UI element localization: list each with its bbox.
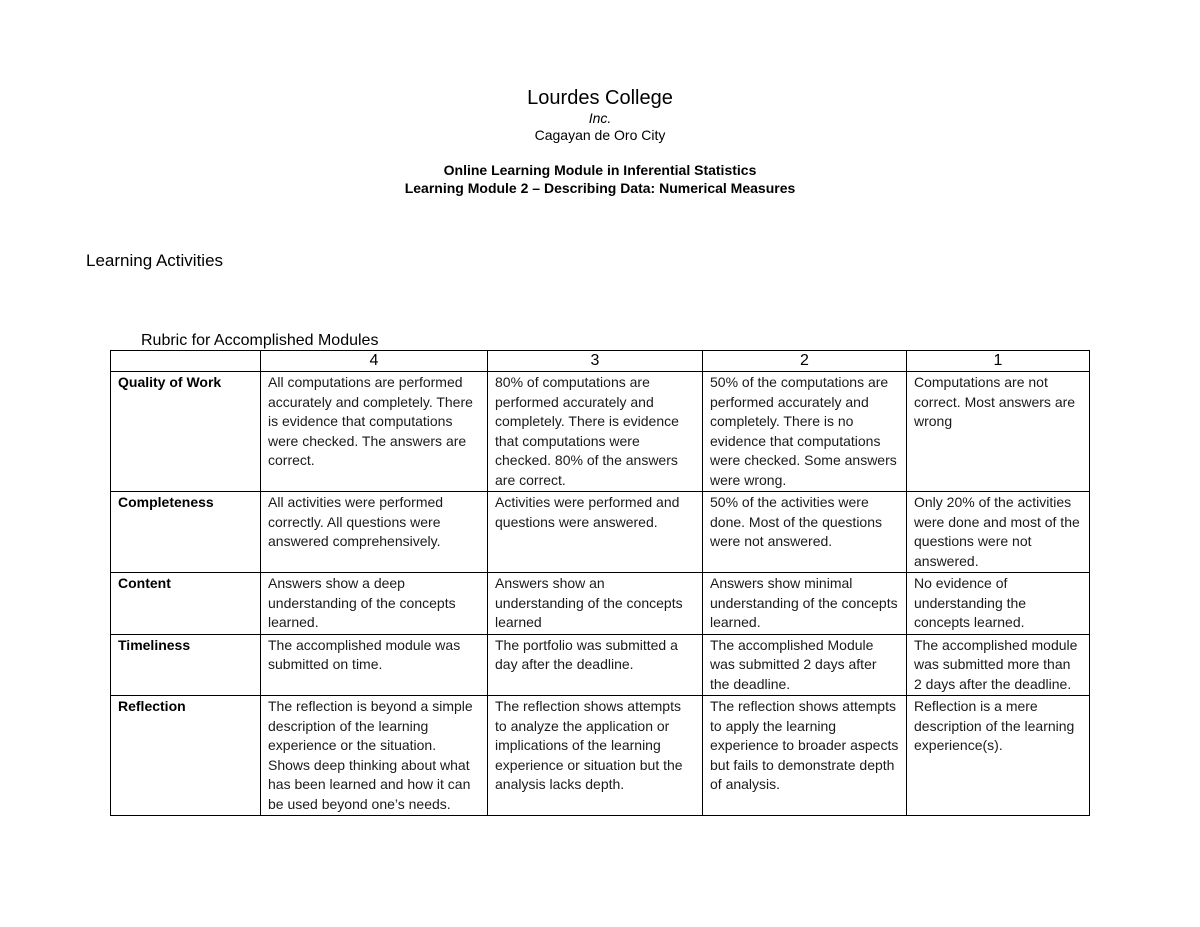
rubric-cell: The reflection shows attempts to analyze the application or implications of the learning experience or situation but the analysis lacks depth. xyxy=(488,696,703,816)
rubric-cell: The portfolio was submitted a day after the deadline. xyxy=(488,634,703,696)
criterion-label: Timeliness xyxy=(111,634,261,696)
rubric-cell: The accomplished module was submitted on time. xyxy=(261,634,488,696)
module-title-line-1: Online Learning Module in Inferential Statistics xyxy=(443,162,757,178)
rubric-cell: Reflection is a mere description of the learning experience(s). xyxy=(907,696,1090,816)
score-header-3: 3 xyxy=(488,351,703,372)
rubric-cell: No evidence of understanding the concepts learned. xyxy=(907,573,1090,635)
rubric-cell: Answers show a deep understanding of the concepts learned. xyxy=(261,573,488,635)
score-header-1: 1 xyxy=(907,351,1090,372)
rubric-cell: 50% of the activities were done. Most of the questions were not answered. xyxy=(703,492,907,573)
criterion-label: Reflection xyxy=(111,696,261,816)
college-inc: Inc. xyxy=(588,110,612,126)
rubric-cell: The reflection shows attempts to apply the learning experience to broader aspects but fails to demonstrate depth of analysis. xyxy=(703,696,907,816)
rubric-corner-cell xyxy=(111,351,261,372)
rubric-cell: The accomplished Module was submitted 2 days after the deadline. xyxy=(703,634,907,696)
rubric-cell: The reflection is beyond a simple description of the learning experience or the situation. Shows deep thinking about what has been learned and how it can be used beyond one’s needs. xyxy=(261,696,488,816)
rubric-caption: Rubric for Accomplished Modules xyxy=(141,332,379,349)
module-title-line-2: Learning Module 2 – Describing Data: Numerical Measures xyxy=(404,180,796,196)
criterion-label: Content xyxy=(111,573,261,635)
rubric-cell: Answers show minimal understanding of the concepts learned. xyxy=(703,573,907,635)
rubric-row-content xyxy=(111,573,1090,635)
rubric-cell: All activities were performed correctly. All questions were answered comprehensively. xyxy=(261,492,488,573)
rubric-cell: All computations are performed accurately and completely. There is evidence that computations were checked. The answers are correct. xyxy=(261,372,488,492)
college-name: Lourdes College xyxy=(527,87,673,109)
rubric-row-reflection xyxy=(111,696,1090,816)
criterion-label: Completeness xyxy=(111,492,261,573)
score-header-2: 2 xyxy=(703,351,907,372)
rubric-cell: Only 20% of the activities were done and most of the questions were not answered. xyxy=(907,492,1090,573)
rubric-table xyxy=(110,350,1090,816)
section-title: Learning Activities xyxy=(86,251,224,270)
rubric-cell: 50% of the computations are performed accurately and completely. There is no evidence that computations were checked. Some answers were wrong. xyxy=(703,372,907,492)
score-header-4: 4 xyxy=(261,351,488,372)
college-city: Cagayan de Oro City xyxy=(534,127,666,143)
module-title xyxy=(0,161,1200,197)
rubric-header-row xyxy=(111,351,1090,372)
rubric-row-quality-of-work xyxy=(111,372,1090,492)
rubric-row-timeliness xyxy=(111,634,1090,696)
rubric-cell: Answers show an understanding of the concepts learned xyxy=(488,573,703,635)
rubric-cell: Computations are not correct. Most answers are wrong xyxy=(907,372,1090,492)
document-header xyxy=(0,86,1200,197)
rubric-cell: The accomplished module was submitted more than 2 days after the deadline. xyxy=(907,634,1090,696)
rubric-cell: 80% of computations are performed accurately and completely. There is evidence that computations were checked. 80% of the answers are correct. xyxy=(488,372,703,492)
rubric-cell: Activities were performed and questions were answered. xyxy=(488,492,703,573)
criterion-label: Quality of Work xyxy=(111,372,261,492)
rubric-row-completeness xyxy=(111,492,1090,573)
